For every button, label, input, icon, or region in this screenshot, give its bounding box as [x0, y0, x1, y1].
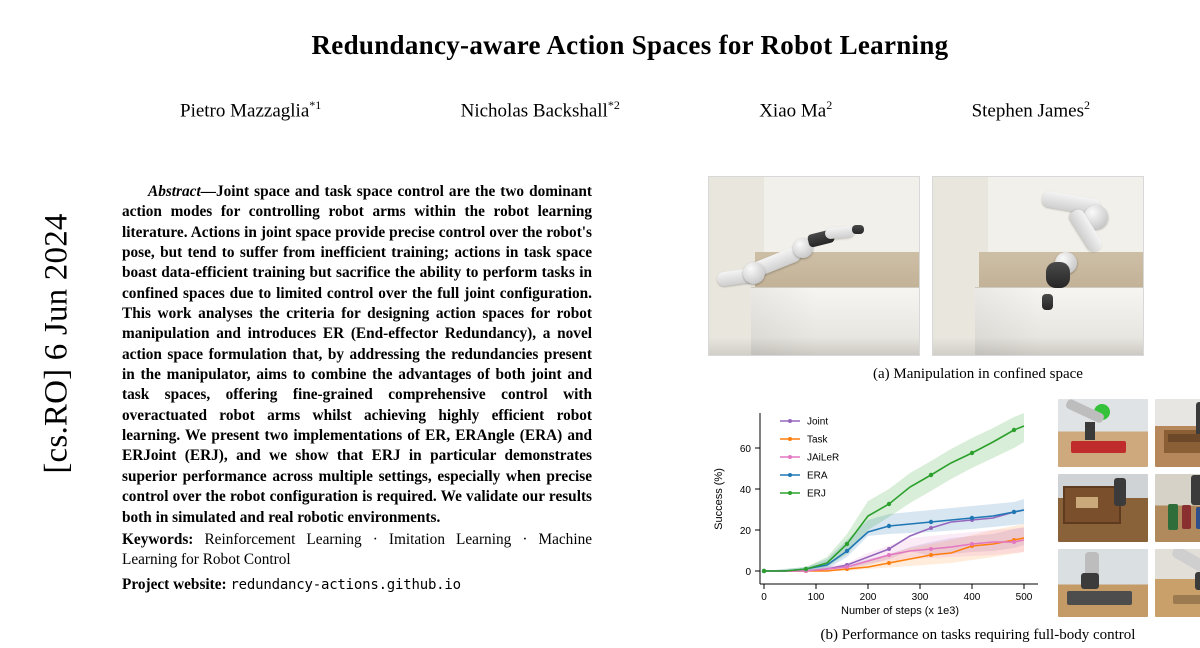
task-thumbnail [1058, 474, 1148, 542]
performance-chart [708, 399, 1048, 617]
abstract-text: Joint space and task space control are the two dominant action modes for controlling robot arms within the robot learning literature. Actions in joint space provide precise control over the robot's pose, but tend to suffer from inefficient training; actions in task space boast data-efficient training but sacrifice the ability to perform tasks in confined spaces due to limited control over the full joint configuration. This work analyses the criteria for designing action spaces for robot manipulation and introduces ER (End-effector Redundancy), a novel action space formulation that, by addressing the redundancies present in the manipulator, aims to combine the advantages of both joint and task spaces, offering fine-grained comprehensive control with overactuated robot arms whilst achieving highly efficient robot learning. We present two implementations of ER, ERAngle (ERA) and ERJoint (ERJ), and we show that ERJ in particular demonstrates superior performance across multiple settings, especially when precise control over the robot configuration is required. We validate our results both in simulated and real robotic environments. [122, 183, 592, 526]
legend-label-task: Task [807, 434, 828, 446]
author-name: Pietro Mazzaglia [180, 100, 310, 122]
author-affil-mark: 2 [1083, 98, 1090, 112]
right-column [708, 176, 1200, 617]
keywords-text: Reinforcement Learning · Imitation Learning · Machine Learning for Robot Control [122, 530, 593, 569]
chart-legend [780, 417, 839, 500]
photo-confined-space-right [932, 176, 1144, 356]
svg-text:20: 20 [739, 526, 751, 537]
website-url[interactable]: redundancy-actions.github.io [230, 576, 461, 593]
chart-xlabel: Number of steps (x 1e3) [841, 605, 959, 617]
author-2 [461, 98, 620, 122]
project-website-line [122, 575, 592, 595]
author-affil-mark: 2 [826, 98, 833, 112]
task-thumbnail [1058, 399, 1148, 467]
abstract-paragraph [122, 182, 592, 528]
chart-ylabel: Success (%) [713, 468, 725, 530]
author-4 [972, 98, 1090, 122]
svg-text:100: 100 [807, 592, 825, 603]
photo-shadow [709, 337, 919, 355]
photo-shadow [933, 337, 1143, 355]
keywords-line [122, 530, 592, 571]
robot-arm-wrist [1046, 262, 1070, 288]
figure-b-caption: (b) Performance on tasks requiring full-body control [820, 627, 1136, 643]
robot-gripper [1042, 294, 1053, 310]
photo-confined-space-left [708, 176, 920, 356]
svg-text:200: 200 [859, 592, 877, 603]
legend-label-joint: Joint [807, 416, 829, 428]
figure-a-images [708, 176, 1200, 356]
author-1 [180, 98, 321, 122]
svg-text:0: 0 [761, 592, 767, 603]
task-thumbnail [1155, 549, 1200, 617]
svg-text:300: 300 [911, 592, 929, 603]
author-name: Nicholas Backshall [460, 100, 608, 122]
legend-label-erj: ERJ [807, 488, 826, 500]
page-title: Redundancy-aware Action Spaces for Robot Learning [311, 30, 949, 60]
photo-back-wall [988, 177, 1143, 262]
legend-label-jailer: JAiLeR [807, 452, 840, 464]
robot-arm-joint-1 [743, 262, 765, 284]
svg-text:0: 0 [745, 567, 751, 578]
author-3 [759, 98, 832, 122]
chart-x-ticks [761, 584, 1033, 603]
svg-text:60: 60 [739, 444, 751, 455]
website-label: Project website: [122, 575, 227, 593]
chart-y-ticks [740, 444, 760, 578]
abstract-label: Abstract— [148, 183, 216, 200]
performance-chart-svg [708, 399, 1048, 617]
author-affil-mark: *2 [607, 98, 620, 112]
author-affil-mark: *1 [309, 98, 322, 112]
svg-text:40: 40 [739, 485, 751, 496]
author-name: Stephen James [971, 100, 1084, 122]
author-name: Xiao Ma [759, 100, 827, 122]
figure-b-content [708, 399, 1200, 617]
keywords-label: Keywords: [122, 530, 194, 548]
task-thumbnail [1058, 549, 1148, 617]
author-list [120, 98, 1150, 122]
arxiv-stamp: [cs.RO] 6 Jun 2024 [38, 213, 75, 474]
svg-text:400: 400 [963, 592, 981, 603]
robot-gripper [852, 225, 864, 234]
chart-confidence-bands [764, 413, 1024, 571]
task-thumbnail-grid [1058, 399, 1200, 617]
task-thumbnail [1155, 474, 1200, 542]
legend-label-era: ERA [807, 470, 828, 482]
task-thumbnail [1155, 399, 1200, 467]
left-column [122, 182, 592, 595]
figure-a-caption: (a) Manipulation in confined space [873, 366, 1083, 382]
paper-page [60, 0, 1200, 648]
svg-text:500: 500 [1015, 592, 1033, 603]
